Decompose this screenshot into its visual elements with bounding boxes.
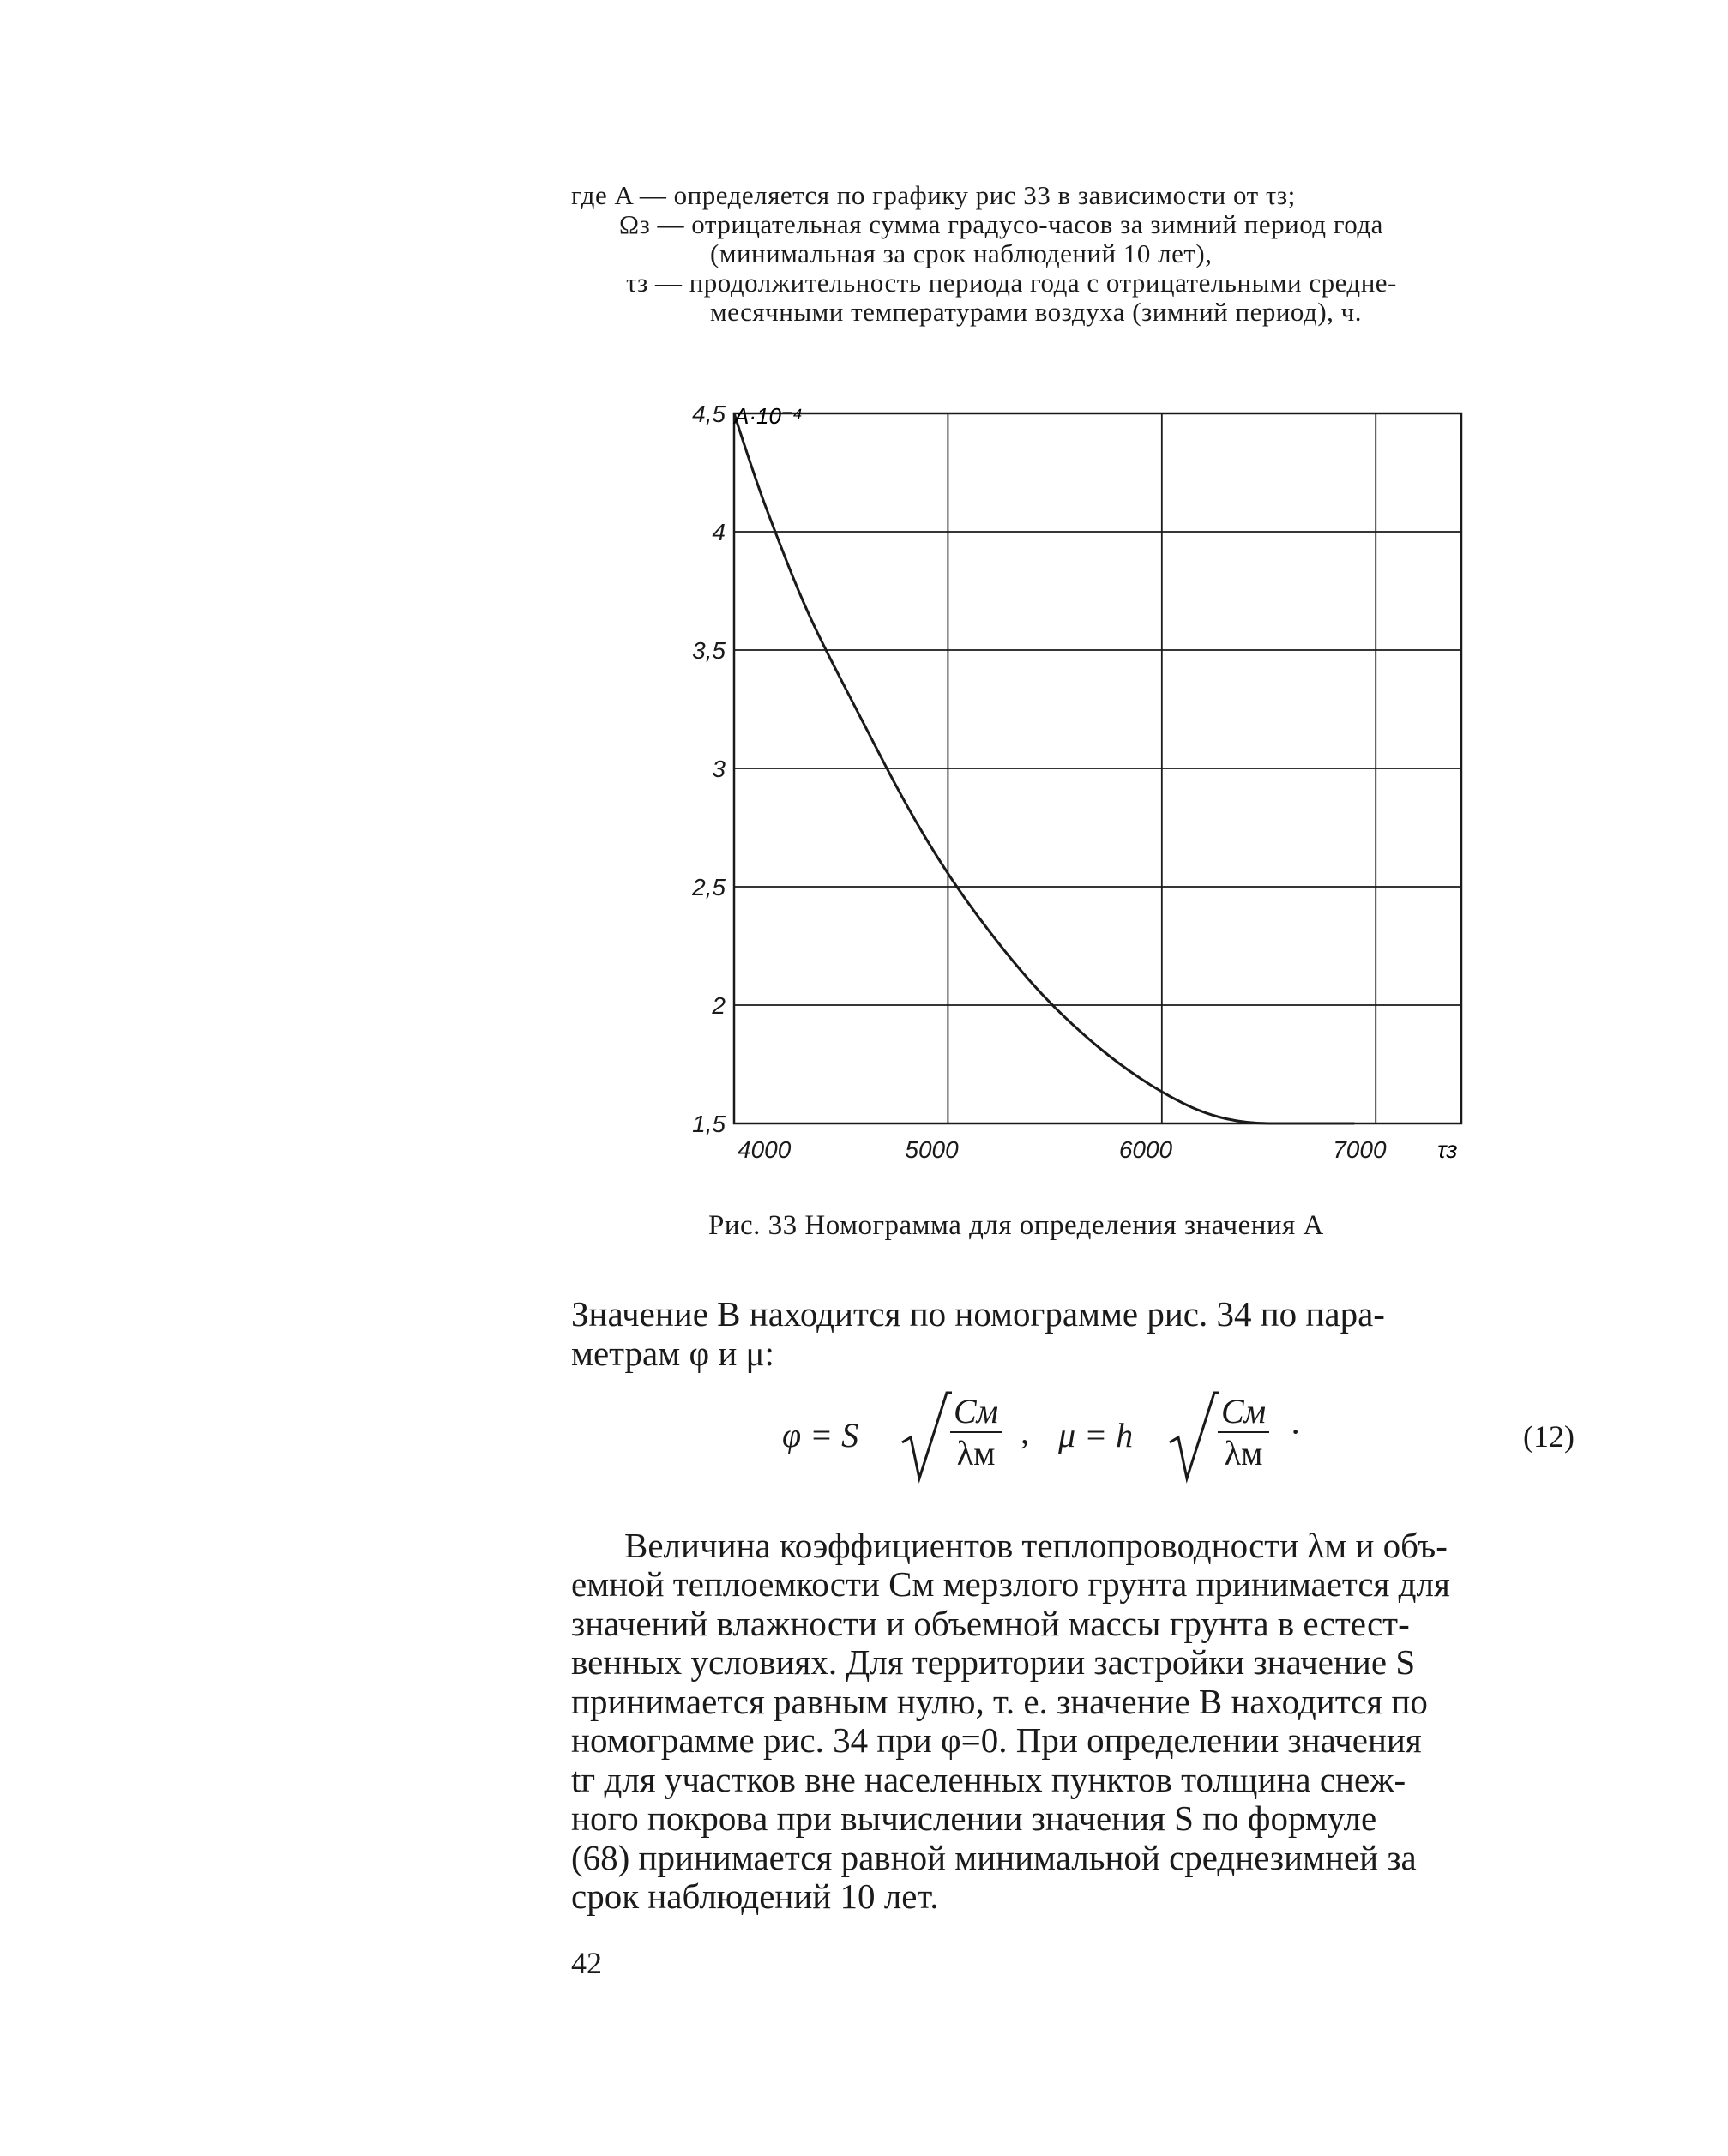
formula-mu-lhs: μ = h	[1058, 1416, 1134, 1454]
paragraph-2-line-3: значений влажности и объемной массы грунта в естест-	[571, 1604, 1410, 1643]
formula-phi-lhs: φ = S	[782, 1416, 859, 1454]
formula-12	[782, 1389, 1588, 1484]
y-axis-label: A·10⁻⁴	[734, 403, 803, 429]
y-tick-label: 1,5	[692, 1111, 726, 1137]
fraction-denominator: λм	[956, 1434, 996, 1472]
nomogram-chart	[660, 369, 1484, 1192]
fraction-denominator: λм	[1224, 1434, 1263, 1472]
definition-text: продолжительность периода года с отрицательными средне-	[689, 268, 1397, 298]
paragraph-2-line-6: номограмме рис. 34 при φ=0. При определении значения	[571, 1720, 1422, 1760]
formula-dot: ·	[1290, 1412, 1302, 1451]
chart-svg	[660, 369, 1484, 1192]
paragraph-2-line-7: tг для участков вне населенных пунктов толщина снеж-	[571, 1760, 1406, 1799]
definition-symbol: τз —	[626, 268, 683, 298]
paragraph-2-line-5: принимается равным нулю, т. е. значение B находится по	[571, 1682, 1428, 1721]
x-tick-label: 5000	[905, 1136, 959, 1163]
fraction-numerator: Cм	[950, 1391, 1002, 1433]
formula-number: (12)	[1523, 1419, 1574, 1454]
definition-line-2	[619, 209, 1383, 240]
paragraph-2-line-2: емной теплоемкости Cм мерзлого грунта принимается для	[571, 1564, 1450, 1604]
definition-symbol: Ωз —	[619, 209, 685, 239]
x-tick-label: 7000	[1333, 1136, 1387, 1163]
definition-line-4	[626, 268, 1397, 298]
y-tick-label: 2	[712, 992, 726, 1019]
definition-text: отрицательная сумма градусо-часов за зимний период года	[691, 209, 1383, 239]
y-tick-label: 2,5	[692, 874, 726, 900]
fraction-cm-lambda	[1218, 1391, 1269, 1473]
fraction-cm-lambda	[950, 1391, 1002, 1473]
formula-comma: ,	[1021, 1412, 1029, 1451]
paragraph-2-line-1: Величина коэффициентов теплопроводности λм и объ-	[624, 1526, 1448, 1565]
y-tick-label: 4	[712, 519, 726, 545]
x-tick-label: 4000	[738, 1136, 792, 1163]
definition-line-3	[710, 238, 1213, 269]
definition-line-5	[710, 297, 1362, 328]
y-tick-label: 3,5	[692, 637, 726, 664]
sqrt-symbol	[1168, 1389, 1219, 1484]
definition-text: месячными температурами воздуха (зимний период), ч.	[710, 297, 1362, 327]
paragraph-2-line-10: срок наблюдений 10 лет.	[571, 1876, 939, 1916]
paragraph-1-line-2: метрам φ и μ:	[571, 1334, 774, 1373]
figure-caption: Рис. 33 Номограмма для определения значения A	[708, 1210, 1324, 1241]
paragraph-2-line-4: венных условиях. Для территории застройки значение S	[571, 1642, 1416, 1682]
x-tick-label: 6000	[1118, 1136, 1173, 1163]
definition-text: определяется по графику рис 33 в зависимости от τз;	[673, 180, 1296, 210]
page-number: 42	[571, 1946, 602, 1980]
definition-line-1	[571, 180, 1296, 211]
fraction-numerator: Cм	[1218, 1391, 1269, 1433]
x-axis-label: τз	[1437, 1136, 1458, 1163]
sqrt-symbol	[900, 1389, 952, 1484]
definition-text: (минимальная за срок наблюдений 10 лет),	[710, 238, 1213, 268]
definition-symbol: где A —	[571, 180, 667, 210]
y-tick-label: 4,5	[692, 400, 726, 427]
paragraph-2-line-9: (68) принимается равной минимальной среднезимней за	[571, 1838, 1417, 1877]
paragraph-1-line-1: Значение B находится по номограмме рис. 34 по пара-	[571, 1294, 1385, 1334]
paragraph-2-line-8: ного покрова при вычислении значения S по формуле	[571, 1798, 1377, 1838]
y-tick-label: 3	[712, 756, 726, 782]
